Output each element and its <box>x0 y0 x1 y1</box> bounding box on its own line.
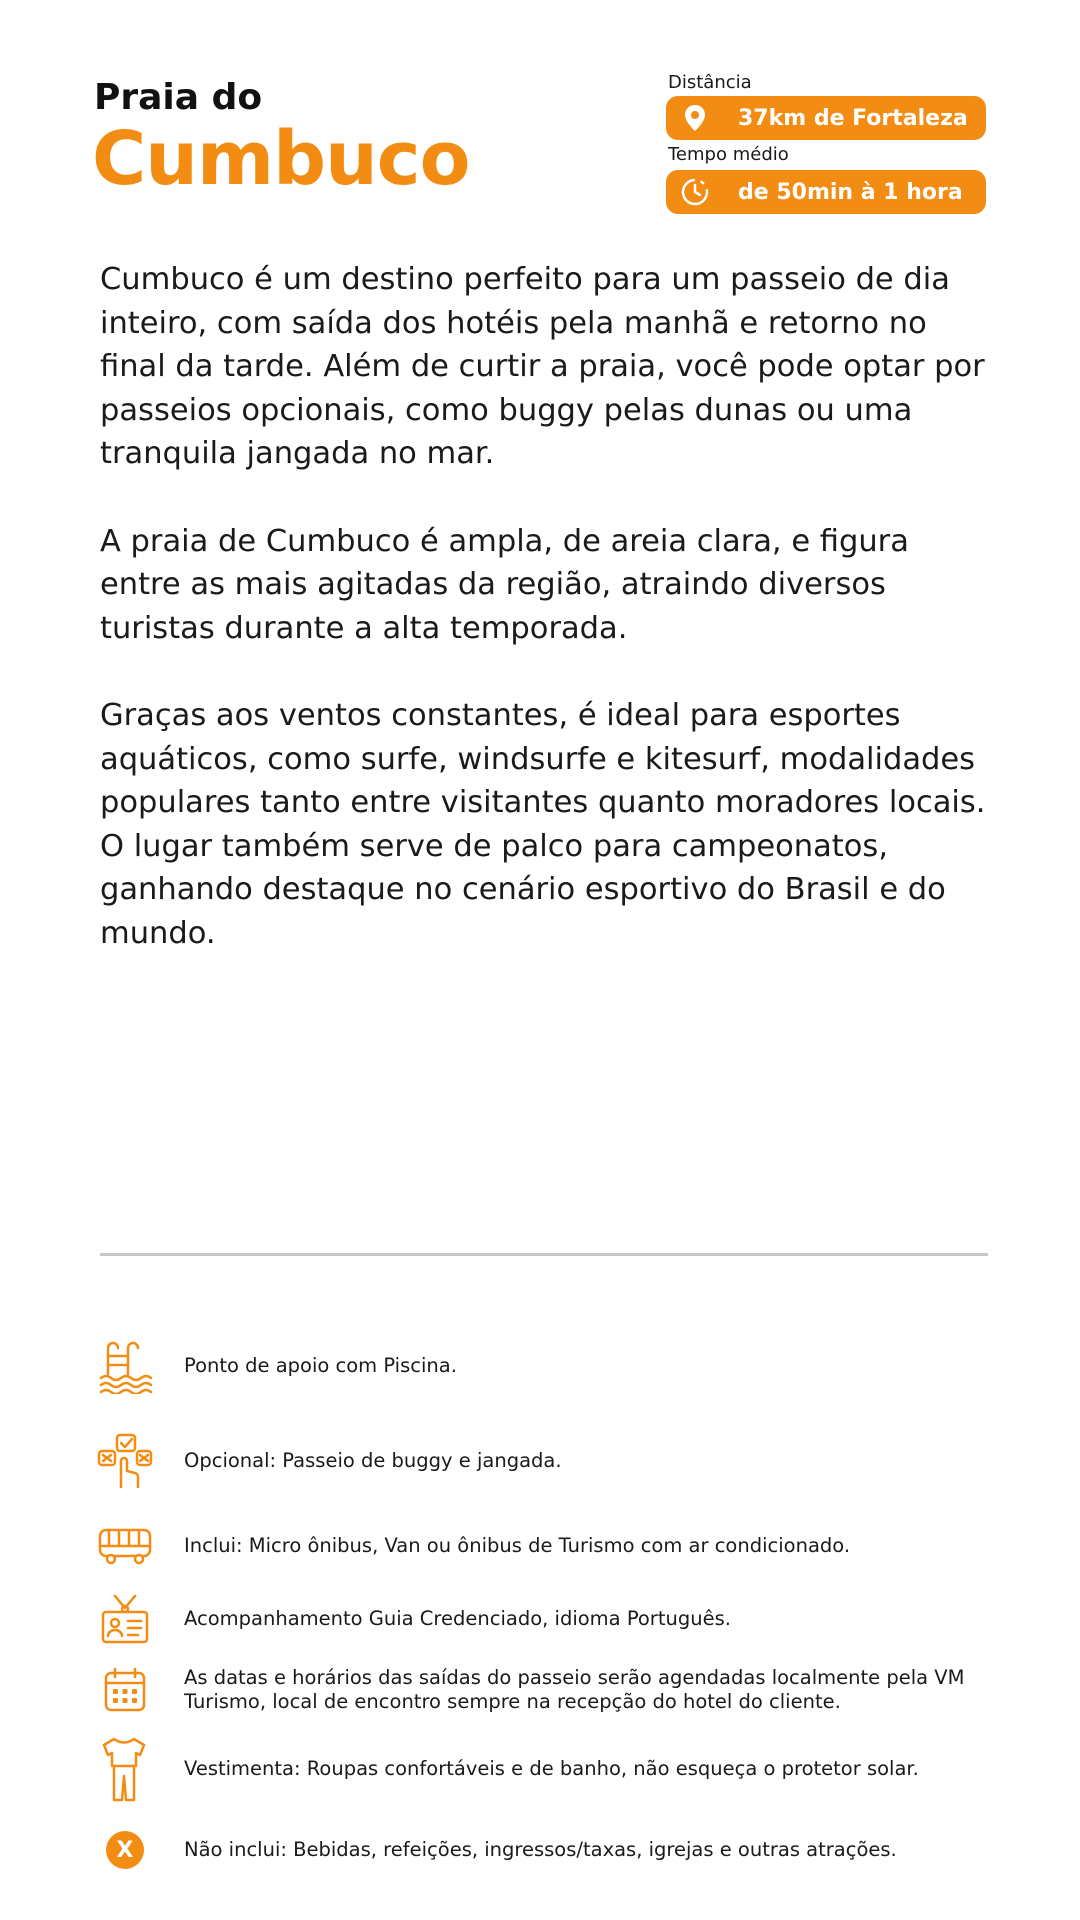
feature-text: Opcional: Passeio de buggy e jangada. <box>184 1449 562 1472</box>
options-icon <box>96 1432 154 1490</box>
bus-icon <box>96 1517 154 1575</box>
description-paragraph: A praia de Cumbuco é ampla, de areia clara, e figura entre as mais agitadas da região, atraindo diversos turistas durante a alta temporada. <box>100 523 909 646</box>
distance-pill <box>666 96 986 140</box>
feature-text: Inclui: Micro ônibus, Van ou ônibus de Turismo com ar condicionado. <box>184 1534 851 1557</box>
time-pill <box>666 170 986 214</box>
x-icon-badge: X <box>106 1831 144 1869</box>
clock-icon <box>680 177 710 207</box>
time-label: Tempo médio <box>668 144 789 165</box>
description-paragraph: Graças aos ventos constantes, é ideal para esportes aquáticos, como surfe, windsurfe e kitesurf, modalidades populares tanto entre visitantes quanto moradores locais. O lugar também serve de palco para campeonatos, ganhando destaque no cenário esportivo do Brasil e do mundo. <box>100 697 986 951</box>
feature-item <box>96 1337 996 1395</box>
divider <box>100 1253 988 1256</box>
clothing-icon <box>96 1736 154 1802</box>
distance-value: 37km de Fortaleza <box>738 105 968 131</box>
time-value: de 50min à 1 hora <box>738 179 963 205</box>
location-pin-icon <box>680 103 710 133</box>
feature-item <box>96 1661 996 1719</box>
page-title-small: Praia do <box>94 77 263 118</box>
pool-icon <box>96 1337 154 1395</box>
calendar-icon <box>96 1661 154 1719</box>
guide-badge-icon <box>96 1590 154 1648</box>
feature-item <box>96 1821 996 1879</box>
feature-item <box>96 1590 996 1648</box>
feature-text: Ponto de apoio com Piscina. <box>184 1354 457 1377</box>
feature-item <box>96 1432 996 1490</box>
feature-text: Não inclui: Bebidas, refeições, ingressos/taxas, igrejas e outras atrações. <box>184 1838 897 1861</box>
feature-text: Vestimenta: Roupas confortáveis e de banho, não esqueça o protetor solar. <box>184 1757 919 1780</box>
description-paragraph: Cumbuco é um destino perfeito para um passeio de dia inteiro, com saída dos hotéis pela manhã e retorno no final da tarde. Além de curtir a praia, você pode optar por passeios opcionais, como buggy pelas dunas ou uma tranquila jangada no mar. <box>100 262 985 472</box>
x-icon <box>96 1821 154 1879</box>
feature-item <box>96 1517 996 1575</box>
feature-text: As datas e horários das saídas do passeio serão agendadas localmente pela VM Turismo, local de encontro sempre na recepção do hotel do cliente. <box>184 1666 965 1713</box>
feature-text: Acompanhamento Guia Credenciado, idioma Português. <box>184 1607 731 1630</box>
feature-item <box>96 1736 996 1802</box>
description <box>100 258 990 999</box>
distance-label: Distância <box>668 72 752 93</box>
page-title: Cumbuco <box>92 116 470 202</box>
